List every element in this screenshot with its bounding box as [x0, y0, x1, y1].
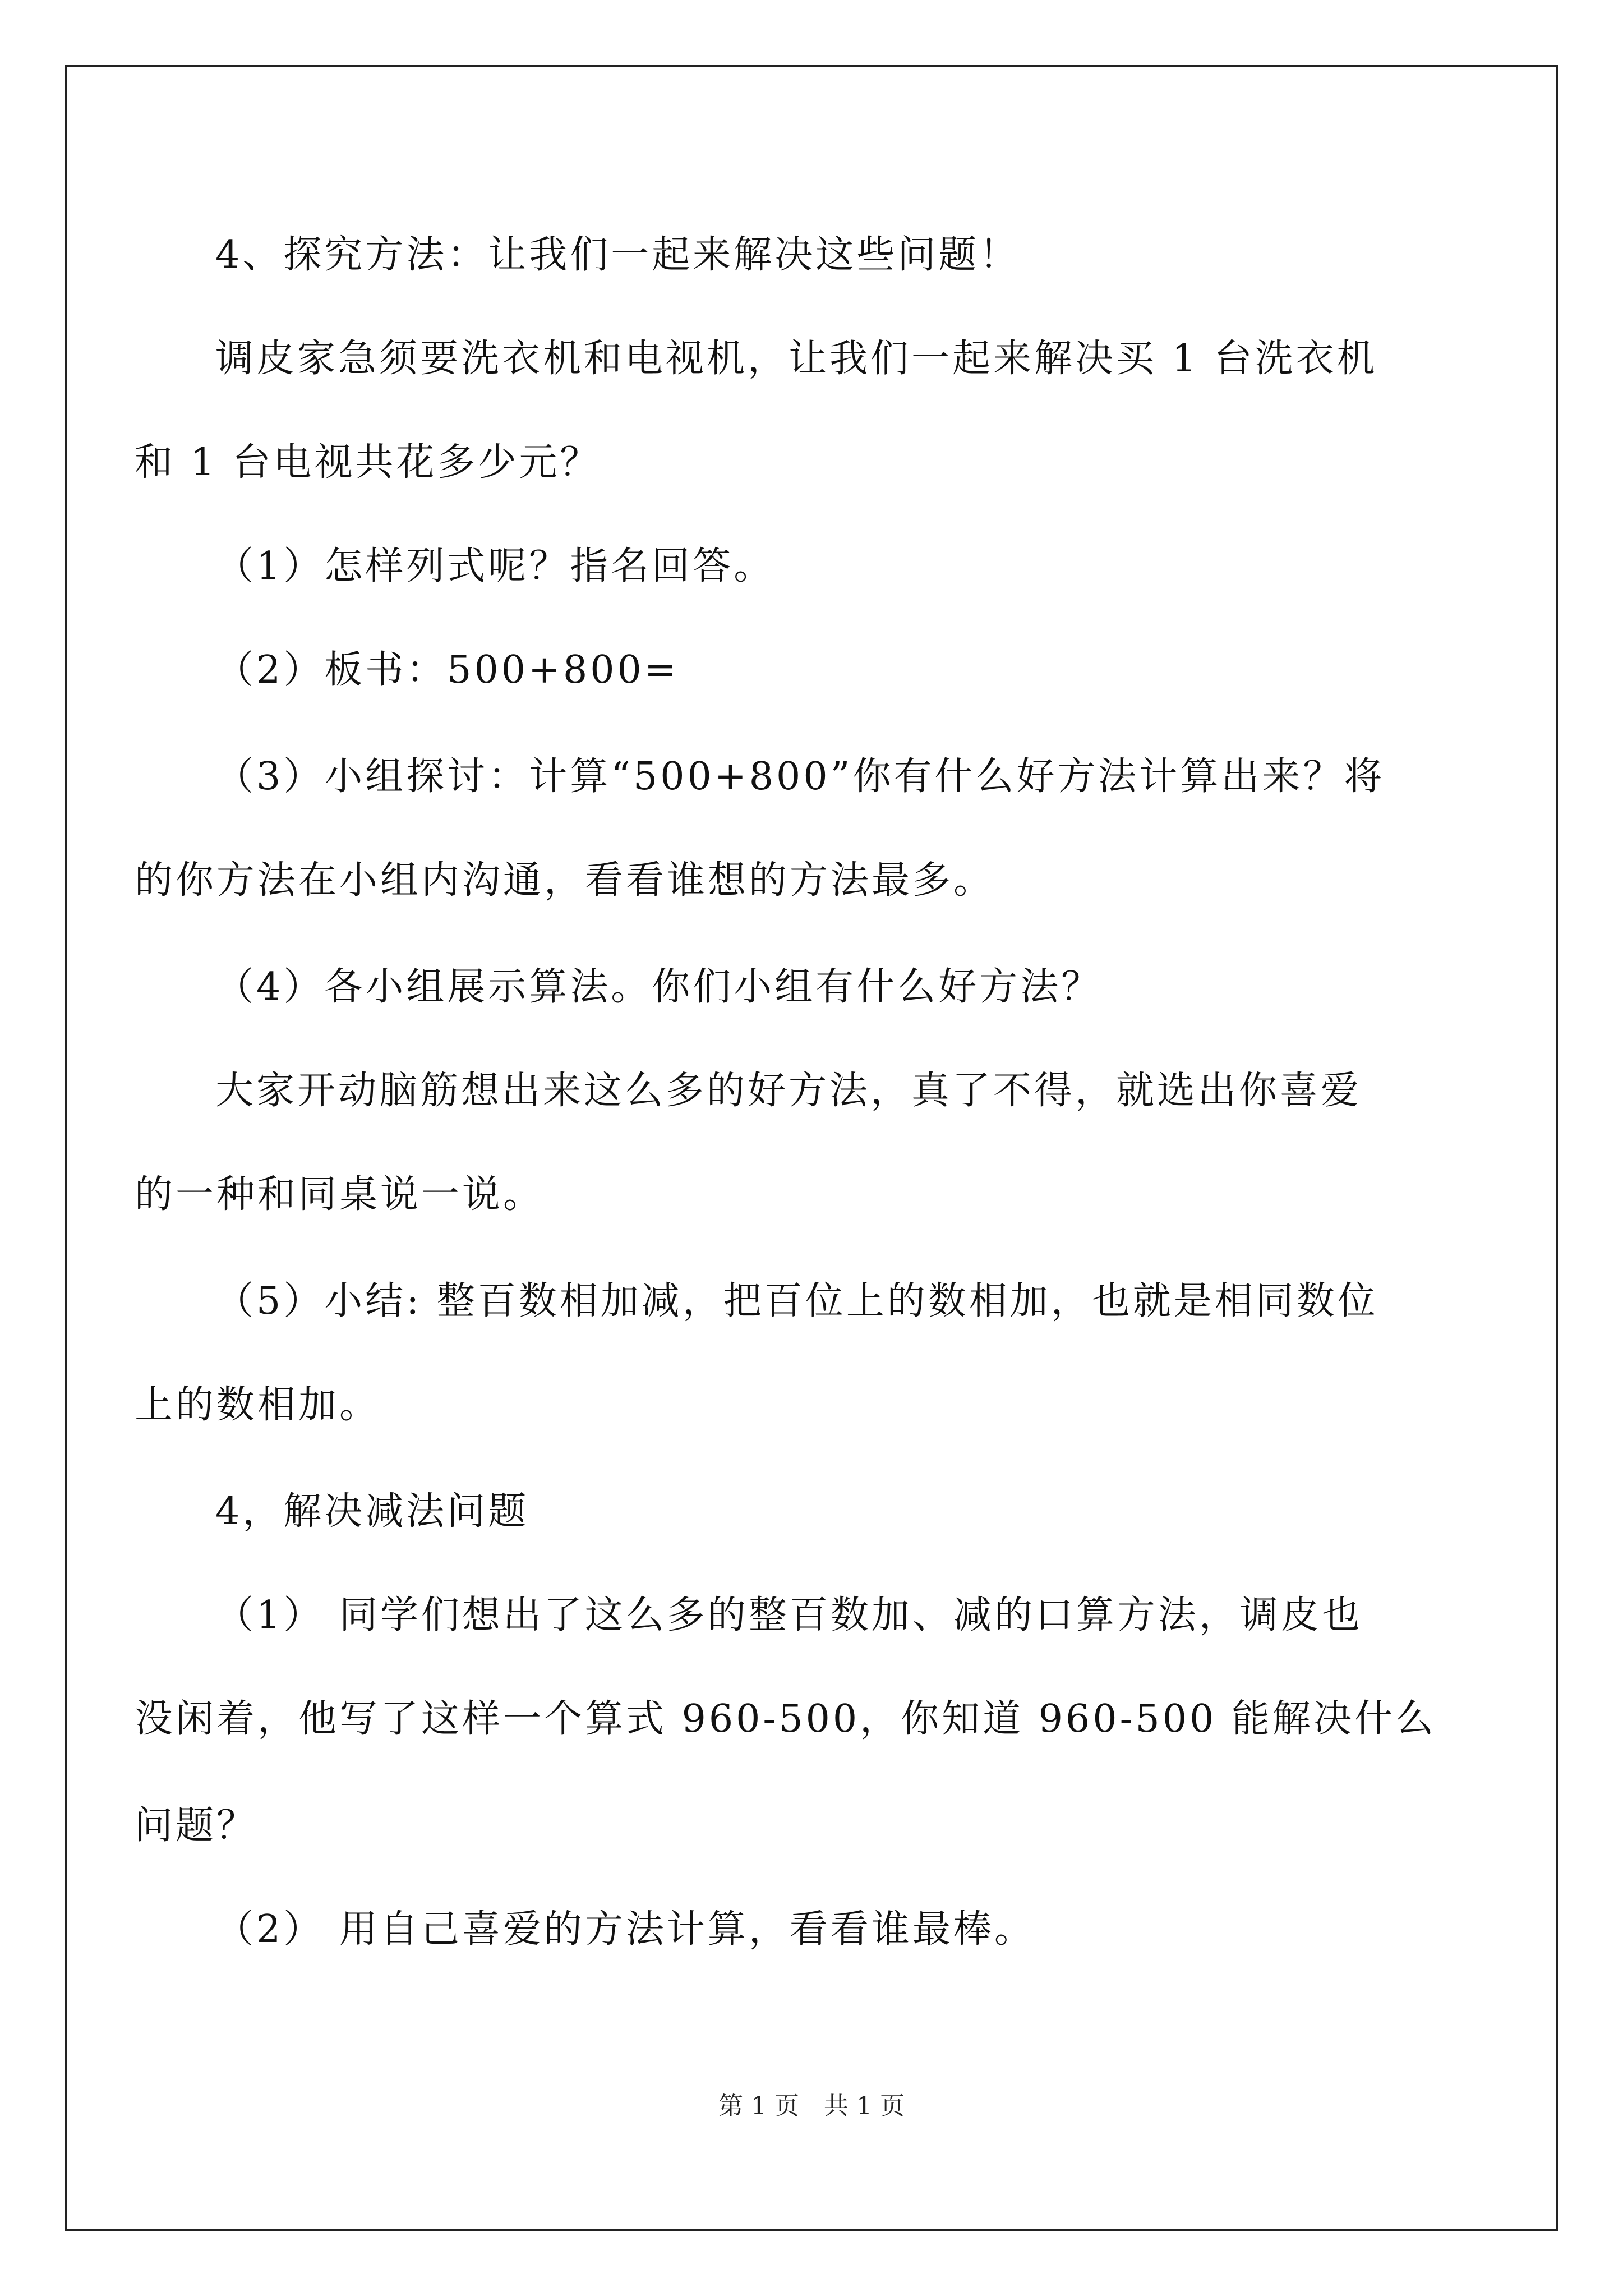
paragraph-line: （5）小结: 整百数相加减，把百位上的数相加，也就是相同数位 [215, 1279, 1378, 1323]
paragraph-line: （1） 同学们想出了这么多的整百数加、减的口算方法，调皮也 [215, 1593, 1363, 1637]
paragraph-line: （3）小组探讨：计算“500+800”你有什么好方法计算出来？将 [215, 754, 1385, 799]
paragraph-line: （1）怎样列式呢？指名回答。 [215, 544, 775, 588]
paragraph-line: 的一种和同桌说一说。 [135, 1172, 545, 1217]
paragraph-line: 和 1 台电视共花多少元？ [135, 440, 601, 485]
page-number-footer: 第 1 页 共 1 页 [718, 2092, 905, 2120]
paragraph-line: 调皮家急须要洗衣机和电视机，让我们一起来解决买 1 台洗衣机 [215, 337, 1378, 381]
paragraph-line: 大家开动脑筋想出来这么多的好方法，真了不得，就选出你喜爱 [215, 1069, 1362, 1113]
paragraph-line: （2）板书：500+800= [215, 648, 679, 692]
paragraph-line: 4，解决减法问题 [215, 1489, 529, 1534]
page-border [65, 65, 1558, 2231]
paragraph-line: （4）各小组展示算法。你们小组有什么好方法？ [215, 965, 1103, 1009]
paragraph-line: 问题？ [135, 1803, 258, 1848]
paragraph-line: （2） 用自己喜爱的方法计算，看看谁最棒。 [215, 1907, 1035, 1952]
paragraph-line: 4、探究方法：让我们一起来解决这些问题！ [215, 233, 1021, 277]
paragraph-line: 上的数相加。 [135, 1383, 381, 1427]
paragraph-line: 没闲着，他写了这样一个算式 960-500，你知道 960-500 能解决什么 [135, 1697, 1436, 1741]
paragraph-line: 的你方法在小组内沟通，看看谁想的方法最多。 [135, 858, 995, 903]
